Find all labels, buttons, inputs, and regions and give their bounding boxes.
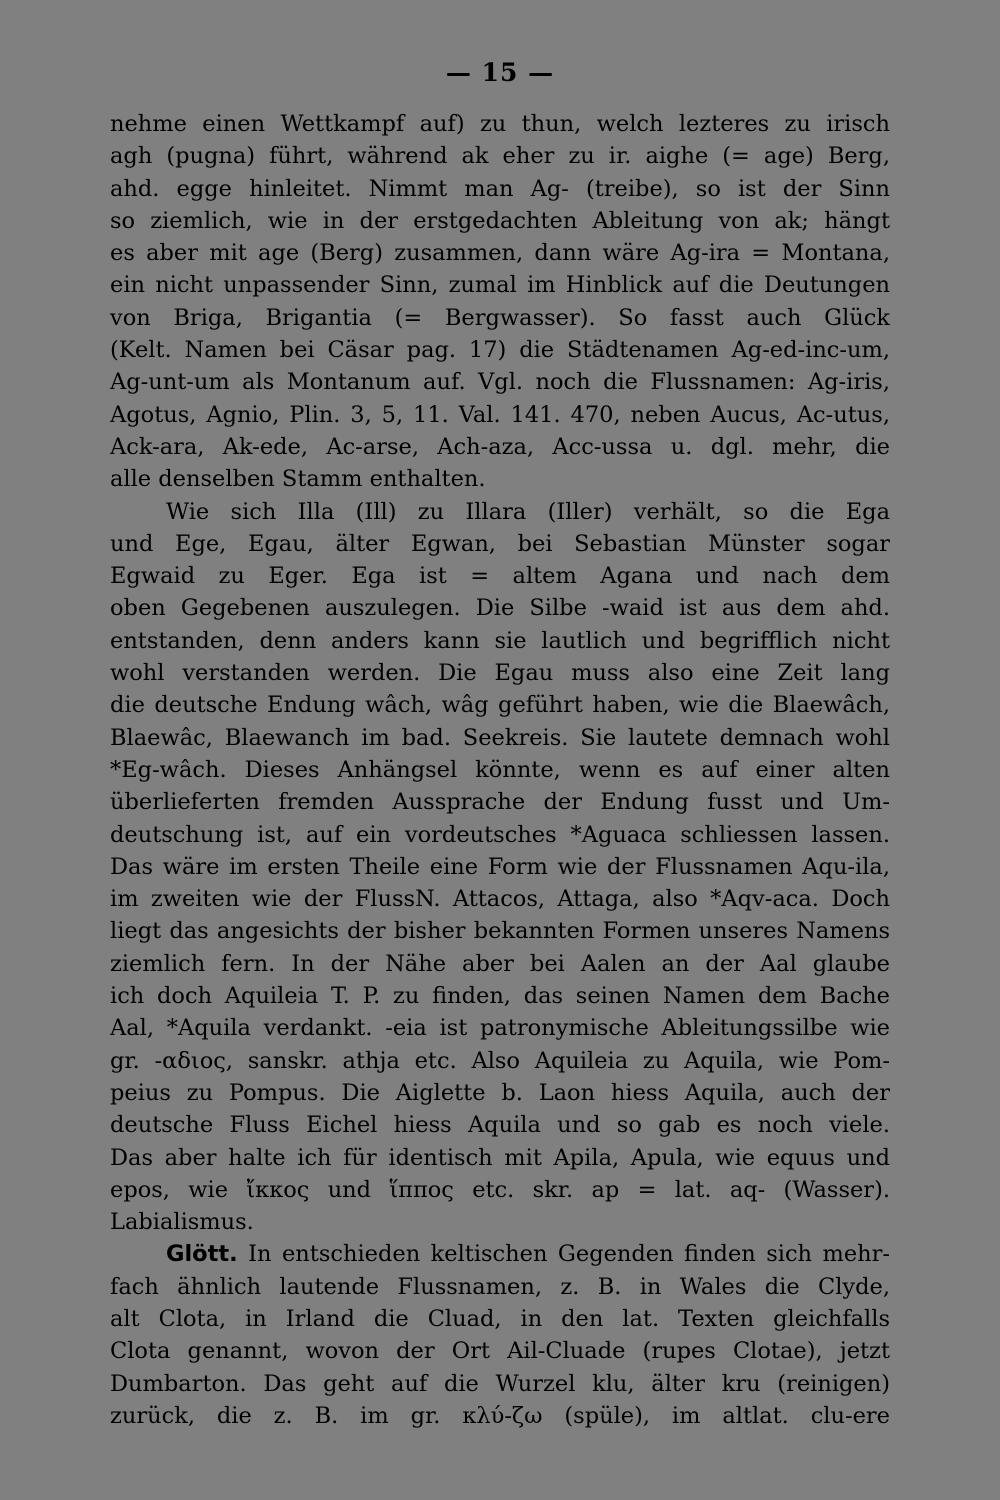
text-line: überlieferten fremden Aussprache der Endung fusst und Um- [110, 789, 890, 816]
text-line: agh (pugna) führt, während ak eher zu ir. aighe (= age) Berg, [110, 143, 890, 170]
text-line: ein nicht unpassender Sinn, zumal im Hinblick auf die Deutungen [110, 272, 890, 299]
text-line: wohl verstanden werden. Die Egau muss also eine Zeit lang [110, 660, 890, 687]
section-heading: Glött. [166, 1241, 238, 1268]
text-line: entstanden, denn anders kann sie lautlich und begrifflich nicht [110, 627, 890, 654]
text-line: epos, wie ἴκκος und ἵππος etc. skr. ap = lat. aq- (Wasser). [110, 1176, 890, 1203]
text-line: Ag-unt-um als Montanum auf. Vgl. noch die Flussnamen: Ag-iris, [110, 369, 890, 396]
text-line: Labialismus. [110, 1209, 254, 1236]
text-line: Wie sich Illa (Ill) zu Illara (Iller) verhält, so die Ega [166, 498, 890, 525]
text-line: gr. -αδιος, sanskr. athja etc. Also Aquileia zu Aquila, wie Pom- [110, 1047, 890, 1074]
text-line: fach ähnlich lautende Flussnamen, z. B. in Wales die Clyde, [110, 1273, 890, 1300]
text-line: Clota genannt, wovon der Ort Ail-Cluade (rupes Clotae), jetzt [110, 1338, 890, 1365]
text-line: deutsche Fluss Eichel hiess Aquila und so gab es noch viele. [110, 1112, 890, 1139]
text-line: *Eg-wâch. Dieses Anhängsel könnte, wenn es auf einer alten [110, 756, 890, 783]
text-line: ahd. egge hinleitet. Nimmt man Ag- (treibe), so ist der Sinn [110, 175, 890, 202]
text-line: oben Gegebenen auszulegen. Die Silbe -waid ist aus dem ahd. [110, 595, 890, 622]
text-line: die deutsche Endung wâch, wâg geführt haben, wie die Blaewâch, [110, 692, 890, 719]
body-text [110, 108, 890, 1432]
text-line: ziemlich fern. In der Nähe aber bei Aalen an der Aal glaube [110, 950, 890, 977]
text-line: deutschung ist, auf ein vordeutsches *Aguaca schliessen lassen. [110, 821, 890, 848]
text-line: Das wäre im ersten Theile eine Form wie der Flussnamen Aqu-ila, [110, 853, 890, 880]
text-line: ich doch Aquileia T. P. zu finden, das seinen Namen dem Bache [110, 983, 890, 1010]
text-line: Egwaid zu Eger. Ega ist = altem Agana und nach dem [110, 563, 890, 590]
text-line: so ziemlich, wie in der erstgedachten Ableitung von ak; hängt [110, 207, 890, 234]
text-line: peius zu Pompus. Die Aiglette b. Laon hiess Aquila, auch der [110, 1079, 890, 1106]
text-line: alt Clota, in Irland die Cluad, in den lat. Texten gleichfalls [110, 1305, 890, 1332]
text-line: zurück, die z. B. im gr. κλύ-ζω (spüle), im altlat. clu-ere [110, 1402, 890, 1429]
text-line: Glött. In entschieden keltischen Gegenden finden sich mehr- [166, 1241, 890, 1268]
text-line: Dumbarton. Das geht auf die Wurzel klu, älter kru (reinigen) [110, 1370, 890, 1397]
text-line: im zweiten wie der FlussN. Attacos, Attaga, also *Aqv-aca. Doch [110, 886, 890, 913]
text-line: und Ege, Egau, älter Egwan, bei Sebastian Münster sogar [110, 530, 890, 557]
text-line: Blaewâc, Blaewanch im bad. Seekreis. Sie lautete demnach wohl [110, 724, 890, 751]
page-number: — 15 — [445, 58, 555, 87]
text-line: Das aber halte ich für identisch mit Apila, Apula, wie equus und [110, 1144, 890, 1171]
text-line: Aal, *Aquila verdankt. -eia ist patronymische Ableitungssilbe wie [110, 1015, 890, 1042]
text-line: nehme einen Wettkampf auf) zu thun, welch lezteres zu irisch [110, 111, 890, 137]
text-line: liegt das angesichts der bisher bekannten Formen unseres Namens [110, 918, 890, 945]
text-line: von Briga, Brigantia (= Bergwasser). So fasst auch Glück [110, 304, 890, 331]
text-line: (Kelt. Namen bei Cäsar pag. 17) die Städtenamen Ag-ed-inc-um, [110, 337, 890, 364]
text-line: Ack-ara, Ak-ede, Ac-arse, Ach-aza, Acc-ussa u. dgl. mehr, die [110, 433, 890, 460]
text-line: alle denselben Stamm enthalten. [110, 466, 486, 493]
text-line: Agotus, Agnio, Plin. 3, 5, 11. Val. 141. 470, neben Aucus, Ac-utus, [110, 401, 890, 428]
text-line: es aber mit age (Berg) zusammen, dann wäre Ag-ira = Montana, [110, 240, 890, 267]
